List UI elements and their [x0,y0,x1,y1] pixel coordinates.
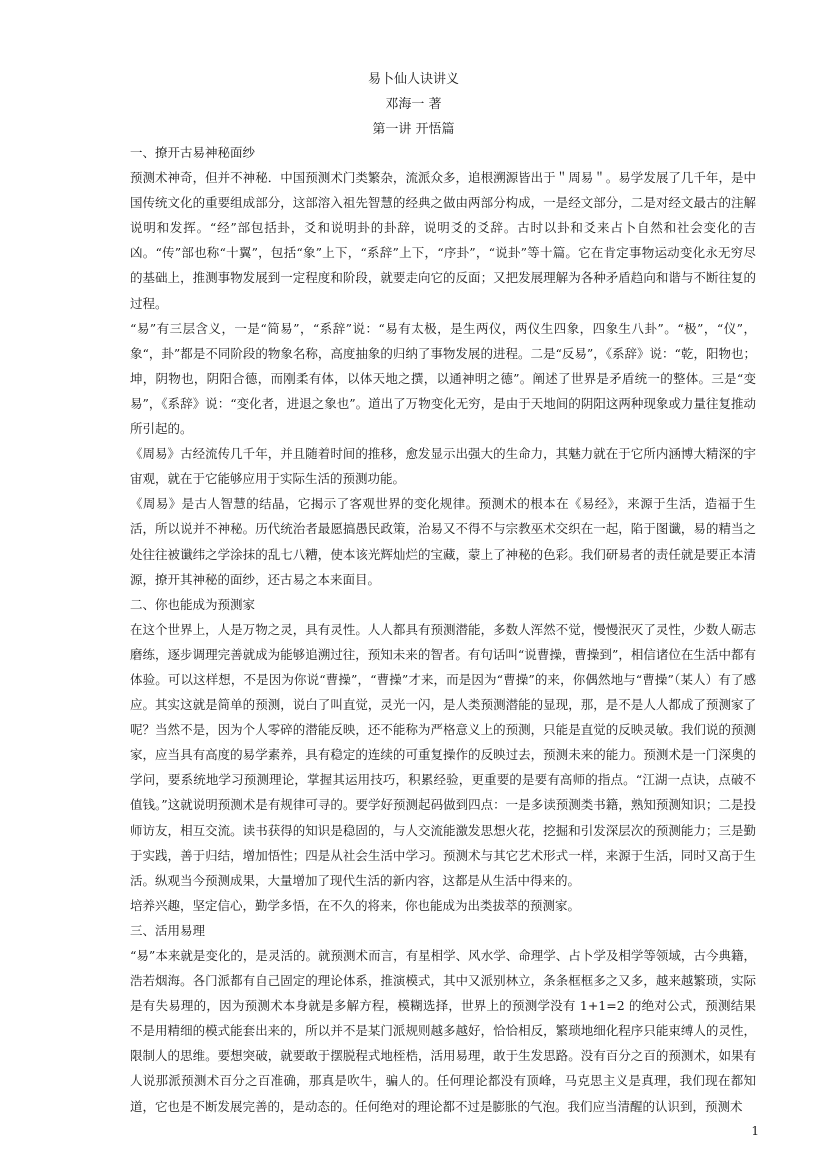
paragraph: “易”本来就是变化的，是灵活的。就预测术而言，有星相学、风水学、命理学、占卜学及相学等领域，古今典籍，浩若烟海。各门派都有自己固定的理论体系，推演模式，其中又派别林立，条条框框多之又多，越来越繁琐，实际是有失易理的，因为预测术本身就是多解方程，模糊选择，世界上的预测学没有 1+1=2 的绝对公式，预测结果不是用精细的模式能套出来的，所以并不是某门派规则越多越好，恰恰相反，繁琐地细化程序只能束缚人的灵性，限制人的思维。要想突破，就要敢于摆脱程式地桎梏，活用易理，敢于生发思路。没有百分之百的预测术，如果有人说那派预测术百分之百准确，那真是吹牛，骗人的。任何理论都没有顶峰，马克思主义是真理，我们现在都知道，它也是不断发展完善的，是动态的。任何绝对的理论都不过是膨胀的气泡。我们应当清醒的认识到，预测术 [130,948,756,1114]
body-text [130,140,756,1119]
section-heading: 三、活用易理 [130,922,206,938]
paragraph: 《周易》古经流传几千年，并且随着时间的推移，愈发显示出强大的生命力，其魅力就在于它所内涵博大精深的宇宙观，就在于它能够应用于实际生活的预测功能。 [130,446,756,487]
page-number: 1 [751,1124,759,1138]
lecture-title: 第一讲 开悟篇 [372,122,455,137]
paragraph: “易”有三层含义，一是“简易”，“系辞”说：“易有太极，是生两仪，两仪生四象，四象生八卦”。“极”，“仪”，象“，卦”都是不同阶段的物象名称，高度抽象的归纳了事物发展的进程。二是“反易”，《系辞》说：“乾，阳物也；坤，阴物也，阴阳合德，而刚柔有体，以体天地之撰，以通神明之德”。阐述了世界是矛盾统一的整体。三是“变易”，《系辞》说：“变化者，进退之象也”。道出了万物变化无穷，是由于天地间的阴阳这两种现象或力量往复推动所引起的。 [130,320,756,437]
paragraph: 《周易》是古人智慧的结晶，它揭示了客观世界的变化规律。预测术的根本在《易经》，来源于生活，造福于生活，所以说并不神秘。历代统治者最愿搞愚民政策，治易又不得不与宗教巫术交织在一起，陷于图谶，易的精当之处往往被谶纬之学涂抹的乱七八糟，使本该光辉灿烂的宝藏，蒙上了神秘的色彩。我们研易者的责任就是要正本清源，撩开其神秘的面纱，还古易之本来面目。 [130,496,756,587]
section-heading: 二、你也能成为预测家 [130,596,256,612]
section-heading: 一、撩开古易神秘面纱 [130,145,256,160]
document-title: 易卜仙人诀讲义 [367,72,459,87]
paragraph: 预测术神奇，但并不神秘．中国预测术门类繁杂，流派众多，追根溯源皆出于＂周易＂。易学发展了几千年，是中国传统文化的重要组成部分，这部溶入祖先智慧的经典之做由两部分构成，一是经文部分，二是对经文最古的注解说明和发挥。“经”部包括卦，爻和说明卦的卦辞，说明爻的爻辞。古时以卦和爻来占卜自然和社会变化的吉凶。“传”部也称“十翼”，包括“象”上下，“系辞”上下，“序卦”，“说卦”等十篇。它在肯定事物运动变化永无穷尽的基础上，推测事物发展到一定程度和阶段，就要走向它的反面；又把发展理解为各种矛盾趋向和谐与不断往复的过程。 [130,170,756,311]
paragraph: 培养兴趣，坚定信心，勤学多悟，在不久的将来，你也能成为出类拔萃的预测家。 [130,897,581,913]
document-author: 邓海一 著 [385,97,442,112]
paragraph: 在这个世界上，人是万物之灵，具有灵性。人人都具有预测潜能，多数人浑然不觉，慢慢泯灭了灵性，少数人砺志磨练，逐步调理完善就成为能够追溯过往，预知未来的智者。有句话叫“说曹操，曹操到”，相信诸位在生活中都有体验。可以这样想，不是因为你说“曹操”，“曹操”才来，而是因为“曹操”的来，你偶然地与“曹操”（某人）有了感应。其实这就是简单的预测，说白了叫直觉，灵光一闪，是人类预测潜能的显现，那，是不是人人都成了预测家了呢？当然不是，因为个人零碎的潜能反映，还不能称为严格意义上的预测，只能是直觉的反映灵敏。我们说的预测家，应当具有高度的易学素养，具有稳定的连续的可重复操作的反映过去，预测未来的能力。预测术是一门深奥的学问，要系统地学习预测理论，掌握其运用技巧，积累经验，更重要的是要有高师的指点。“江湖一点诀，点破不值钱。”这就说明预测术是有规律可寻的。要学好预测起码做到四点：一是多读预测类书籍，熟知预测知识；二是投师访友，相互交流。读书获得的知识是稳固的，与人交流能激发思想火花，挖掘和引发深层次的预测能力；三是勤于实践，善于归结，增加悟性；四是从社会生活中学习。预测术与其它艺术形式一样，来源于生活，同时又高于生活。纵观当今预测成果，大量增加了现代生活的新内容，这都是从生活中得来的。 [130,621,756,888]
